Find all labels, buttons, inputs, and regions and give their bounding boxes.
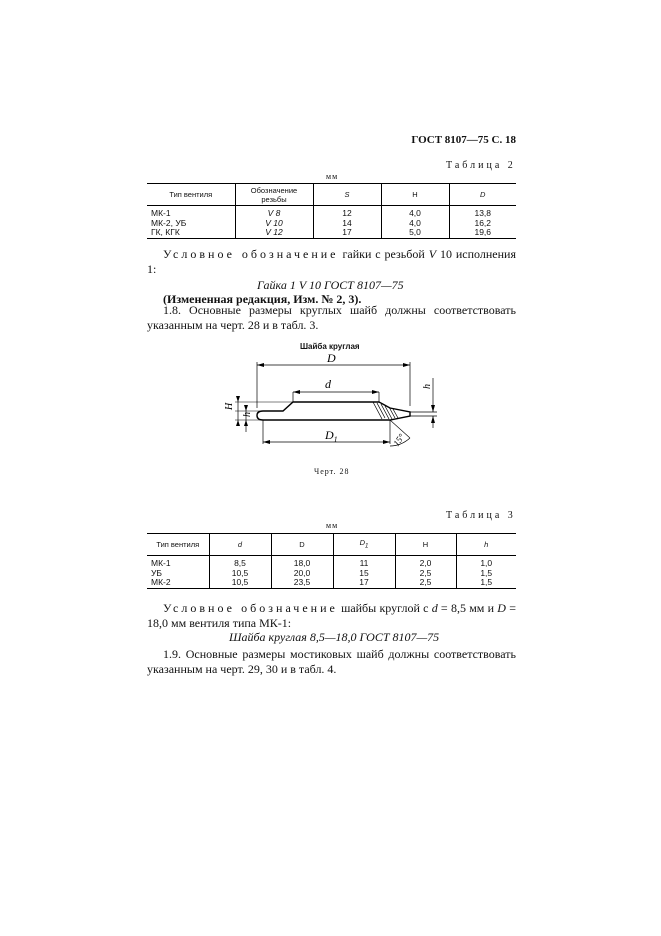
table3-header: D [271,534,333,556]
table-cell: 1,5 [456,569,516,579]
table-cell: 1,5 [456,578,516,588]
table-cell: 14 [313,219,381,229]
formula-nut: Гайка 1 V 10 ГОСТ 8107—75 [257,278,404,292]
page-header: ГОСТ 8107—75 С. 18 [411,134,516,146]
table3-header: Тип вентиля [147,534,209,556]
table-cell: 17 [313,228,381,238]
table-cell: 13,8 [449,209,516,219]
label-H: H [224,402,235,410]
paragraph-designation-washer: Условное обозначение шайбы круглой с d = 8,5 мм и D = 18,0 мм вентиля типа МК-1: [147,601,516,630]
table3-header: d [209,534,271,556]
table-cell: 11 [333,559,395,569]
table-row [147,569,516,579]
table-cell: 2,5 [395,578,456,588]
table2-caption: Таблица 2 [446,160,516,171]
table-cell: 12 [313,209,381,219]
table3 [147,533,516,589]
table-cell: 23,5 [271,578,333,588]
table-cell: МК-1 [151,208,171,218]
label-h-right: h [422,384,433,389]
table-cell: 10,5 [209,578,271,588]
table-row [147,578,516,588]
table-cell: 2,0 [395,559,456,569]
table3-unit: мм [326,521,339,530]
label-angle: 15° [391,431,407,448]
table2-unit: мм [326,172,339,181]
table-cell: 1,0 [456,559,516,569]
table2-header: H [381,184,449,206]
table3-header: $D_1$ [333,534,395,556]
table-cell: 5,0 [381,228,449,238]
table2-header: Тип вентиля [147,184,235,206]
label-d: d [325,377,331,391]
table-row [147,219,516,229]
paragraph-1-9: 1.9. Основные размеры мостиковых шайб должны соответствовать указанным на черт. 29, 30 и в табл. 4. [147,647,516,676]
table3-caption: Таблица 3 [446,510,516,521]
label-h-left: h [242,412,253,417]
table-cell: ГК, КГК [147,228,235,238]
table2-header: S [313,184,381,206]
table2-header: Обозначение резьбы [235,184,313,206]
paragraph-1-8: 1.8. Основные размеры круглых шайб должны соответствовать указанным на черт. 28 и в табл. 3. [147,303,516,332]
table2 [147,183,516,239]
table3-header: h [456,534,516,556]
table-cell: 2,5 [395,569,456,579]
drawing-caption: Черт. 28 [314,467,350,476]
table3-header: H [395,534,456,556]
edition-note: (Измененная редакция, Изм. № 2, 3). [163,292,362,306]
table-cell: 8,5 [209,559,271,569]
table-cell: МК-2 [147,578,209,588]
table-cell: МК-2, УБ [151,217,187,228]
table-cell: 4,0 [381,209,449,219]
table-cell: МК-1 [151,558,171,568]
table-cell: V 12 [235,228,313,238]
table-cell: V 8 [235,209,313,219]
table-row [147,209,516,219]
table-cell: 15 [333,569,395,579]
label-D1: $D_1$ [325,428,338,444]
table-cell: 19,6 [449,228,516,238]
table-cell: 16,2 [449,219,516,229]
washer-drawing [215,350,445,465]
paragraph-designation-nut: Условное обозначение гайки с резьбой V 10 исполнения 1: [147,247,516,276]
table-cell: УБ [151,567,162,578]
table-row [147,559,516,569]
table-cell: 20,0 [271,569,333,579]
table-cell: 18,0 [271,559,333,569]
table-cell: 4,0 [381,219,449,229]
drawing-title: Шайба круглая [300,342,360,351]
label-D: D [327,351,336,365]
table2-header: D [449,184,516,206]
table-cell: V 10 [235,219,313,229]
table-row [147,228,516,238]
table-cell: 17 [333,578,395,588]
formula-washer: Шайба круглая 8,5—18,0 ГОСТ 8107—75 [229,630,440,644]
table-cell: 10,5 [209,569,271,579]
